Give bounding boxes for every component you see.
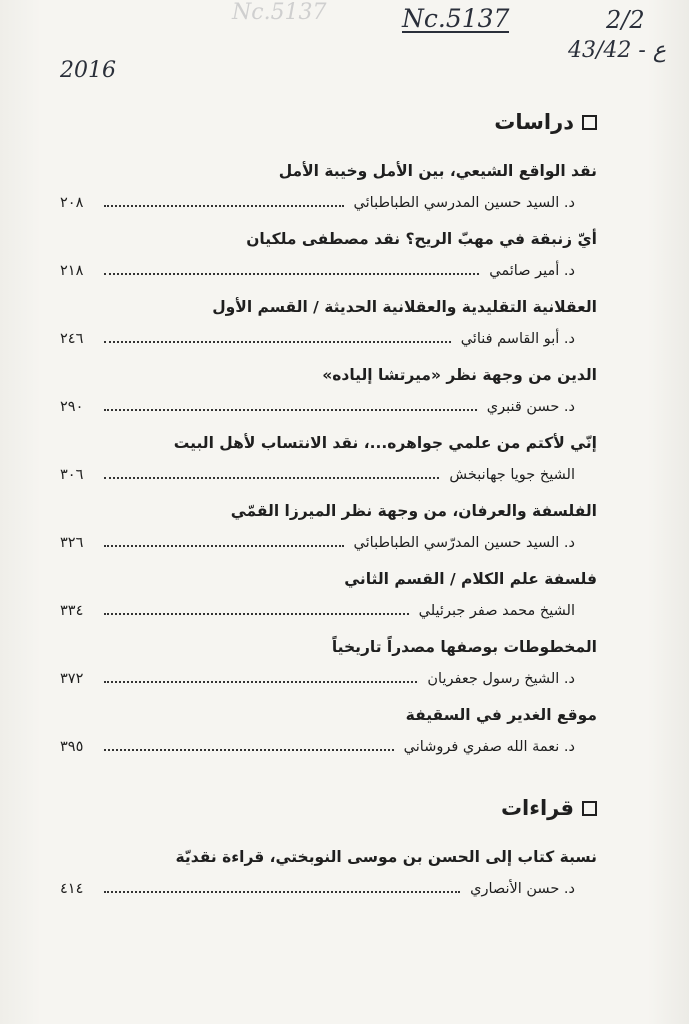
section-heading-text: قراءات [500,796,574,820]
dot-leader [104,891,460,893]
toc-entry [60,432,597,486]
entry-title: المخطوطات بوصفها مصدراً تاريخياً [331,638,597,656]
entry-line [60,192,597,214]
entry-title: الدين من وجهة نظر «ميرتشا إلياده» [322,366,597,384]
entry-line [60,260,597,282]
entry-line [60,668,597,690]
entry-line [60,532,597,554]
toc-entry [60,636,597,690]
page-ref-note: 2/2 [606,6,645,34]
dot-leader [104,409,477,411]
entry-line [60,464,597,486]
issue-code-note: 43/42 - ع [568,38,666,63]
toc-entry [60,500,597,554]
toc-entry [60,160,597,214]
entry-line [60,328,597,350]
entry-page-number: ٢٩٠ [60,399,84,415]
toc-entry [60,228,597,282]
entry-title: الفلسفة والعرفان، من وجهة نظر الميرزا القمّي [230,502,597,520]
toc-entry [60,296,597,350]
entry-page-number: ٢١٨ [60,263,84,279]
toc-entry [60,364,597,418]
entry-page-number: ٣٠٦ [60,467,84,483]
entry-title: إنّي لأكتم من علمي جواهره...، نقد الانتساب لأهل البيت [173,434,597,452]
entry-author: الشيخ محمد صفر جبرئيلي [418,603,575,619]
dot-leader [104,613,409,615]
entry-page-number: ٢٤٦ [60,331,84,347]
entry-title: نقد الواقع الشيعي، بين الأمل وخيبة الأمل [278,162,597,180]
entry-title: فلسفة علم الكلام / القسم الثاني [344,570,597,588]
entry-line [60,878,597,900]
dot-leader [104,273,479,275]
toc-entry [60,568,597,622]
entry-title: نسبة كتاب إلى الحسن بن موسى النوبختي، قراءة نقديّة [175,848,597,866]
entry-title: العقلانية التقليدية والعقلانية الحديثة / القسم الأول [212,298,597,316]
entry-author: د. نعمة الله صفري فروشاني [403,739,575,755]
dot-leader [104,681,417,683]
dot-leader [104,749,394,751]
dot-leader [104,545,344,547]
entry-author: د. أبو القاسم فنائي [460,331,575,347]
section-heading-text: دراسات [494,110,574,134]
entry-author: د. السيد حسين المدرّسي الطباطبائي [353,535,575,551]
entry-author: د. أمير صائمي [489,263,575,279]
entry-page-number: ٣٩٥ [60,739,84,755]
entry-page-number: ٣٣٤ [60,603,84,619]
entry-page-number: ٣٢٦ [60,535,84,551]
entry-author: د. حسن قنبري [486,399,575,415]
entry-page-number: ٤١٤ [60,881,84,897]
toc-entry [60,704,597,758]
section-heading-studies [494,110,597,134]
entry-title: موقع الغدير في السقيفة [405,706,597,724]
section-square-icon [582,115,597,130]
entry-author: د. السيد حسين المدرسي الطباطبائي [353,195,575,211]
entry-author: الشيخ جويا جهانبخش [449,467,575,483]
entry-line [60,736,597,758]
entry-line [60,396,597,418]
entry-page-number: ٣٧٢ [60,671,84,687]
entry-line [60,600,597,622]
dot-leader [104,477,439,479]
accession-number [402,4,509,33]
entry-author: د. الشيخ رسول جعفريان [427,671,575,687]
section-square-icon [582,801,597,816]
entry-title: أيّ زنبقة في مهبّ الريح؟ نقد مصطفى ملكيان [246,230,597,248]
toc-entry [60,846,597,900]
entry-page-number: ٢٠٨ [60,195,84,211]
year-note: 2016 [60,58,116,83]
entry-author: د. حسن الأنصاري [470,881,575,897]
dot-leader [104,341,451,343]
accession-number-text: Nc.5137 [402,4,510,33]
section-heading-readings [501,796,597,820]
dot-leader [104,205,344,207]
faded-stamp-text: Nc.5137 [232,0,327,25]
